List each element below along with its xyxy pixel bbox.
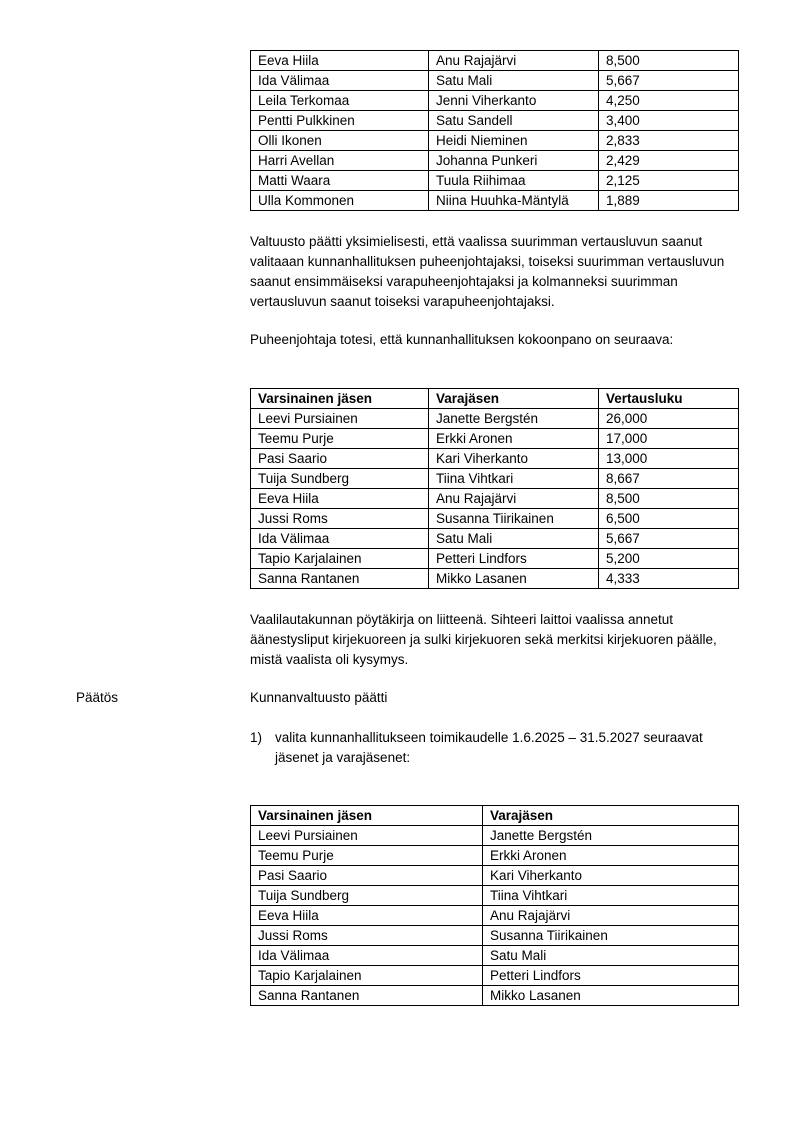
table-cell: 4,333	[599, 569, 739, 589]
table-row	[251, 449, 739, 469]
table-elected-body	[251, 826, 739, 1006]
table-cell: Teemu Purje	[251, 846, 483, 866]
table-cell: Ulla Kommonen	[251, 191, 429, 211]
table-cell: 8,500	[599, 489, 739, 509]
table-row	[251, 966, 739, 986]
table-cell: 8,667	[599, 469, 739, 489]
table-cell: Janette Bergstén	[429, 409, 599, 429]
table-cell: Eeva Hiila	[251, 51, 429, 71]
table-cell: Satu Mali	[483, 946, 739, 966]
decision-intro: Kunnanvaltuusto päätti	[250, 690, 388, 705]
table-row	[251, 946, 739, 966]
table-cell: Janette Bergstén	[483, 826, 739, 846]
table-cell: Kari Viherkanto	[429, 449, 599, 469]
table-cell: 5,200	[599, 549, 739, 569]
table-cell: Tapio Karjalainen	[251, 966, 483, 986]
table-top-body	[251, 51, 739, 211]
table-cell: 5,667	[599, 71, 739, 91]
decision-item-text: valita kunnanhallitukseen toimikaudelle 1.6.2025 – 31.5.2027 seuraavat jäsenet ja varajäsenet:	[275, 730, 703, 765]
table-cell: Johanna Punkeri	[429, 151, 599, 171]
table-cell: Mikko Lasanen	[483, 986, 739, 1006]
table-cell: Satu Sandell	[429, 111, 599, 131]
paragraph-minutes: Vaalilautakunnan pöytäkirja on liitteenä. Sihteeri laittoi vaalissa annetut äänestysliput kirjekuoreen ja sulki kirjekuoren sekä merkitsi kirjekuoren päälle, mistä vaalista oli kysymys.	[250, 612, 717, 667]
table-cell: Mikko Lasanen	[429, 569, 599, 589]
decision-item-number: 1)	[250, 730, 263, 745]
table-cell: Niina Huuhka-Mäntylä	[429, 191, 599, 211]
table-cell: Tuija Sundberg	[251, 469, 429, 489]
table-row	[251, 986, 739, 1006]
table-cell: Leila Terkomaa	[251, 91, 429, 111]
table-row	[251, 529, 739, 549]
table-cell: Harri Avellan	[251, 151, 429, 171]
table-row	[251, 489, 739, 509]
table-row	[251, 886, 739, 906]
table-row	[251, 111, 739, 131]
table-cell: Olli Ikonen	[251, 131, 429, 151]
table-cell: Teemu Purje	[251, 429, 429, 449]
table-cell: Heidi Nieminen	[429, 131, 599, 151]
table-cell: Petteri Lindfors	[429, 549, 599, 569]
table-cell: Pasi Saario	[251, 866, 483, 886]
table-row	[251, 846, 739, 866]
table-row	[251, 91, 739, 111]
table-cell: Erkki Aronen	[483, 846, 739, 866]
table-cell: Sanna Rantanen	[251, 569, 429, 589]
table-cell: Satu Mali	[429, 71, 599, 91]
decision-label: Päätös	[76, 690, 119, 705]
table-cell: 26,000	[599, 409, 739, 429]
table-row	[251, 549, 739, 569]
table-row	[251, 569, 739, 589]
table-cell: 2,429	[599, 151, 739, 171]
table-cell: 2,833	[599, 131, 739, 151]
table-cell: 6,500	[599, 509, 739, 529]
table-row	[251, 151, 739, 171]
paragraph-composition: Puheenjohtaja totesi, että kunnanhallituksen kokoonpano on seuraava:	[250, 332, 674, 347]
table-cell: Tiina Vihtkari	[483, 886, 739, 906]
table-cell: 5,667	[599, 529, 739, 549]
table-composition-body	[251, 409, 739, 589]
table-cell: 4,250	[599, 91, 739, 111]
table-cell: Tuija Sundberg	[251, 886, 483, 906]
table-cell: Anu Rajajärvi	[429, 489, 599, 509]
table-row	[251, 509, 739, 529]
table-top	[250, 50, 739, 211]
table-row	[251, 866, 739, 886]
table-cell: Susanna Tiirikainen	[483, 926, 739, 946]
table-cell: Ida Välimaa	[251, 529, 429, 549]
table-cell: 13,000	[599, 449, 739, 469]
table-cell: Matti Waara	[251, 171, 429, 191]
table-row	[251, 191, 739, 211]
table-cell: Ida Välimaa	[251, 946, 483, 966]
table-elected	[250, 805, 739, 1006]
table-cell: Kari Viherkanto	[483, 866, 739, 886]
table-cell: Sanna Rantanen	[251, 986, 483, 1006]
table-cell: Ida Välimaa	[251, 71, 429, 91]
header-deputy: Varajäsen	[483, 806, 739, 826]
table-row	[251, 131, 739, 151]
table-row	[251, 409, 739, 429]
table-cell: Pasi Saario	[251, 449, 429, 469]
table-cell: 1,889	[599, 191, 739, 211]
header-member: Varsinainen jäsen	[251, 806, 483, 826]
table-cell: Erkki Aronen	[429, 429, 599, 449]
header-member: Varsinainen jäsen	[251, 389, 429, 409]
table-row	[251, 51, 739, 71]
table-cell: Anu Rajajärvi	[483, 906, 739, 926]
table-cell: 2,125	[599, 171, 739, 191]
table-header-row	[251, 389, 739, 409]
table-cell: 8,500	[599, 51, 739, 71]
table-cell: Satu Mali	[429, 529, 599, 549]
table-cell: Petteri Lindfors	[483, 966, 739, 986]
table-row	[251, 926, 739, 946]
table-cell: Tuula Riihimaa	[429, 171, 599, 191]
table-cell: Anu Rajajärvi	[429, 51, 599, 71]
table-cell: Susanna Tiirikainen	[429, 509, 599, 529]
table-row	[251, 826, 739, 846]
paragraph-chair-election: Valtuusto päätti yksimielisesti, että vaalissa suurimman vertausluvun saanut valitaaan kunnanhallituksen puheenjohtajaksi, toiseksi suurimman vertausluvun saanut ensimmäiseksi varapuheenjohtajaksi ja kolmanneksi suurimman vertausluvun saanut toiseksi varapuheenjohtajaksi.	[250, 234, 725, 309]
table-cell: Eeva Hiila	[251, 489, 429, 509]
table-cell: Pentti Pulkkinen	[251, 111, 429, 131]
table-row	[251, 469, 739, 489]
table-cell: Tiina Vihtkari	[429, 469, 599, 489]
header-deputy: Varajäsen	[429, 389, 599, 409]
table-composition	[250, 388, 739, 589]
table-cell: Leevi Pursiainen	[251, 826, 483, 846]
table-row	[251, 906, 739, 926]
table-row	[251, 171, 739, 191]
table-cell: Tapio Karjalainen	[251, 549, 429, 569]
table-cell: Eeva Hiila	[251, 906, 483, 926]
table-row	[251, 429, 739, 449]
header-ratio: Vertausluku	[599, 389, 739, 409]
table-cell: Jussi Roms	[251, 509, 429, 529]
table-cell: Jussi Roms	[251, 926, 483, 946]
table-row	[251, 71, 739, 91]
table-cell: 3,400	[599, 111, 739, 131]
table-cell: Leevi Pursiainen	[251, 409, 429, 429]
table-cell: 17,000	[599, 429, 739, 449]
table-cell: Jenni Viherkanto	[429, 91, 599, 111]
table-header-row	[251, 806, 739, 826]
